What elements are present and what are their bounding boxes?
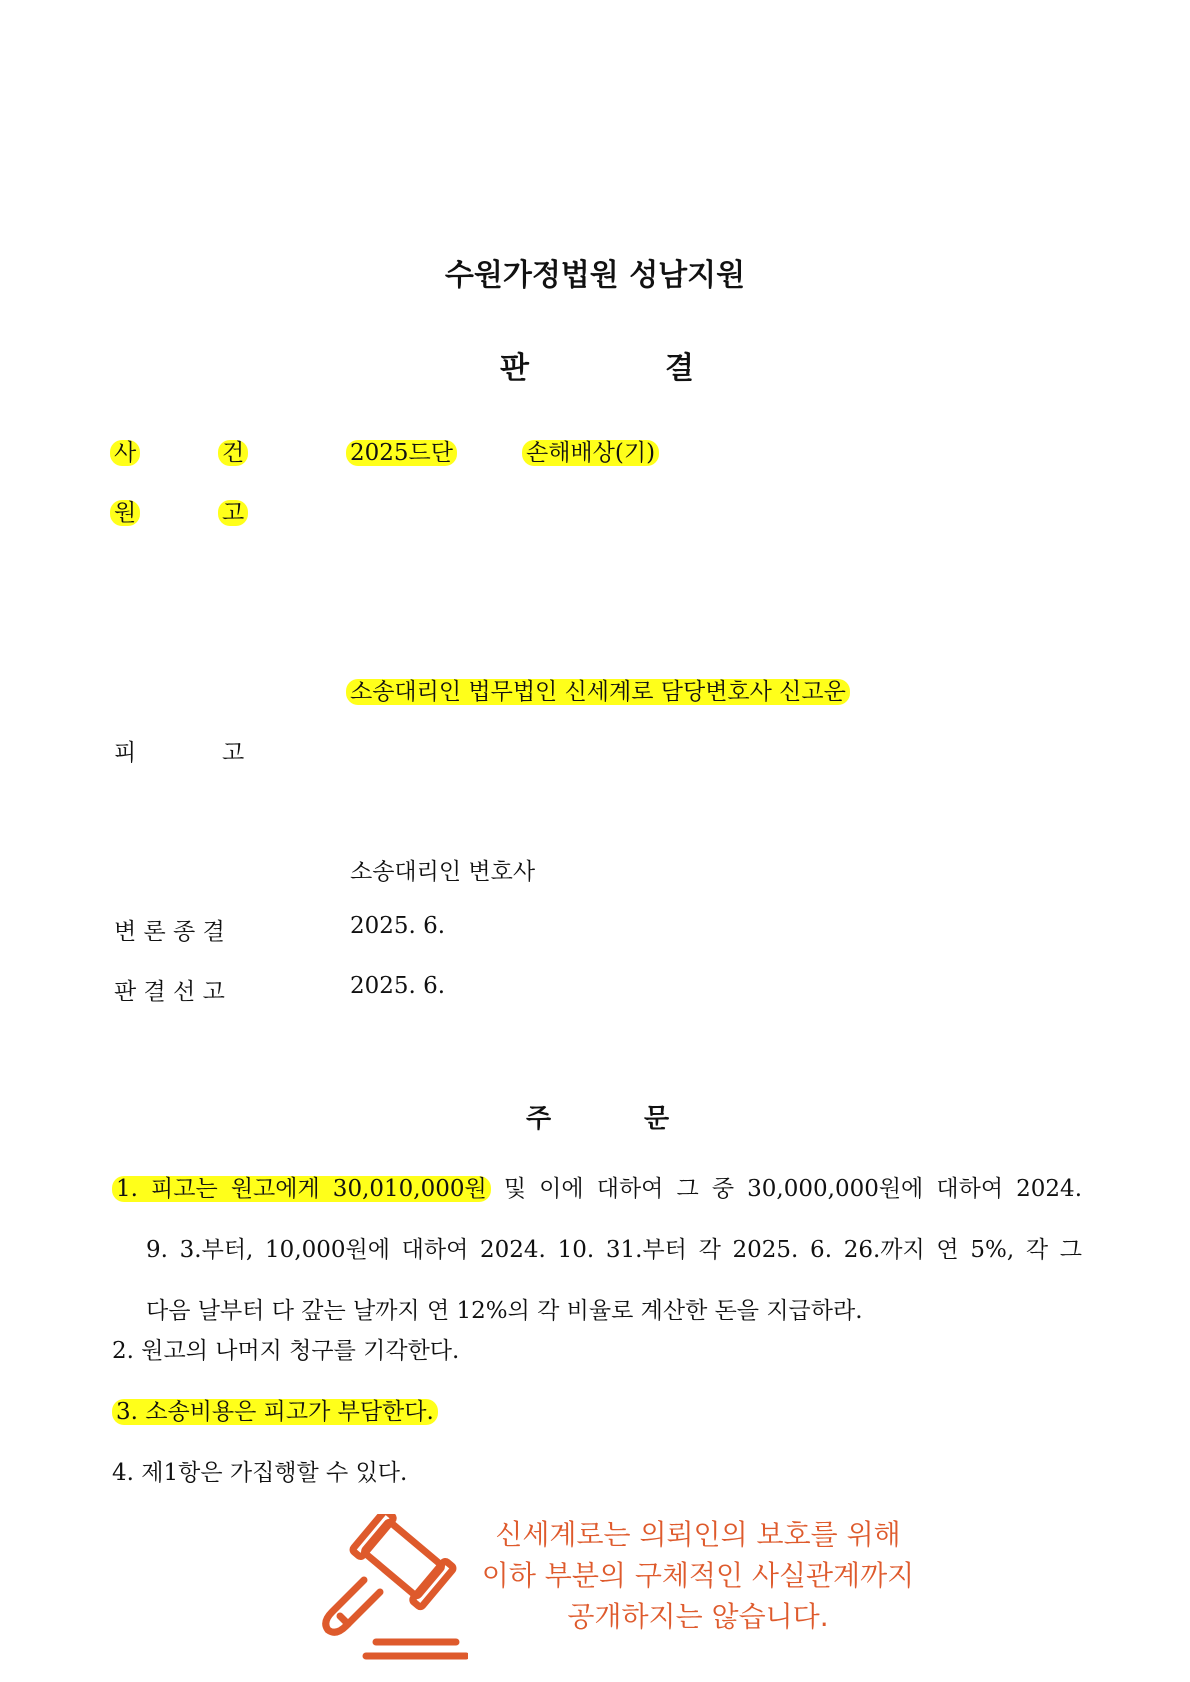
order-char-right: 문 [644, 1104, 670, 1134]
title-char-right: 결 [665, 351, 694, 386]
plaintiff-agent-wrap [346, 673, 850, 706]
notice-text [478, 1514, 918, 1637]
notice-line-3: 공개하지는 않습니다. [567, 1600, 829, 1633]
court-name: 수원가정법원 성남지원 [444, 258, 746, 293]
title-char-left: 판 [500, 351, 529, 386]
notice-line-1: 신세계로는 의뢰인의 보호를 위해 [495, 1518, 901, 1551]
privacy-notice [318, 1514, 918, 1664]
order-item-4: 4. 제1항은 가집행할 수 있다. [112, 1460, 408, 1486]
closing-label: 변 론 종 결 [114, 919, 225, 945]
order-item-1-highlight: 1. 피고는 원고에게 30,010,000원 [112, 1176, 491, 1202]
order-item-1-rest: 및 이에 대하여 그 중 30,000,000원에 대하여 2024. [503, 1176, 1083, 1202]
sentence-label: 판 결 선 고 [114, 979, 225, 1005]
sentence-date: 2025. 6. [350, 973, 446, 999]
plaintiff-agent: 소송대리인 법무법인 신세계로 담당변호사 신고운 [346, 679, 850, 705]
order-item-1 [112, 1159, 1082, 1342]
order-item-2: 2. 원고의 나머지 청구를 기각한다. [112, 1338, 460, 1364]
plaintiff-label-a: 원 [110, 500, 140, 526]
gavel-icon [318, 1514, 468, 1664]
defendant-label-b: 고 [222, 740, 245, 766]
notice-line-2: 이하 부분의 구체적인 사실관계까지 [481, 1559, 915, 1592]
plaintiff-label-b: 고 [218, 500, 248, 526]
order-char-left: 주 [526, 1104, 552, 1134]
closing-date: 2025. 6. [350, 913, 446, 939]
defendant-agent: 소송대리인 변호사 [350, 859, 536, 885]
order-item-3: 3. 소송비용은 피고가 부담한다. [112, 1399, 438, 1425]
plaintiff-label-b-wrap [218, 494, 248, 527]
order-item-1-line-1 [112, 1159, 1082, 1220]
order-item-1-line-3: 다음 날부터 다 갚는 날까지 연 12%의 각 비율로 계산한 돈을 지급하라. [146, 1298, 863, 1324]
case-label-a: 사 [110, 440, 140, 466]
case-name: 손해배상(기) [522, 440, 659, 466]
defendant-label-a: 피 [114, 740, 137, 766]
case-number-wrap [346, 434, 457, 467]
case-name-wrap [522, 434, 659, 467]
case-label [110, 434, 140, 467]
case-label-b-wrap [218, 434, 248, 467]
case-number: 2025드단 [346, 440, 457, 466]
case-label-b: 건 [218, 440, 248, 466]
plaintiff-label-a-wrap [110, 494, 140, 527]
order-item-1-line-2: 9. 3.부터, 10,000원에 대하여 2024. 10. 31.부터 각 2025. 6. 26.까지 연 5%, 각 그 [146, 1237, 1082, 1263]
order-item-3-wrap [112, 1393, 438, 1426]
